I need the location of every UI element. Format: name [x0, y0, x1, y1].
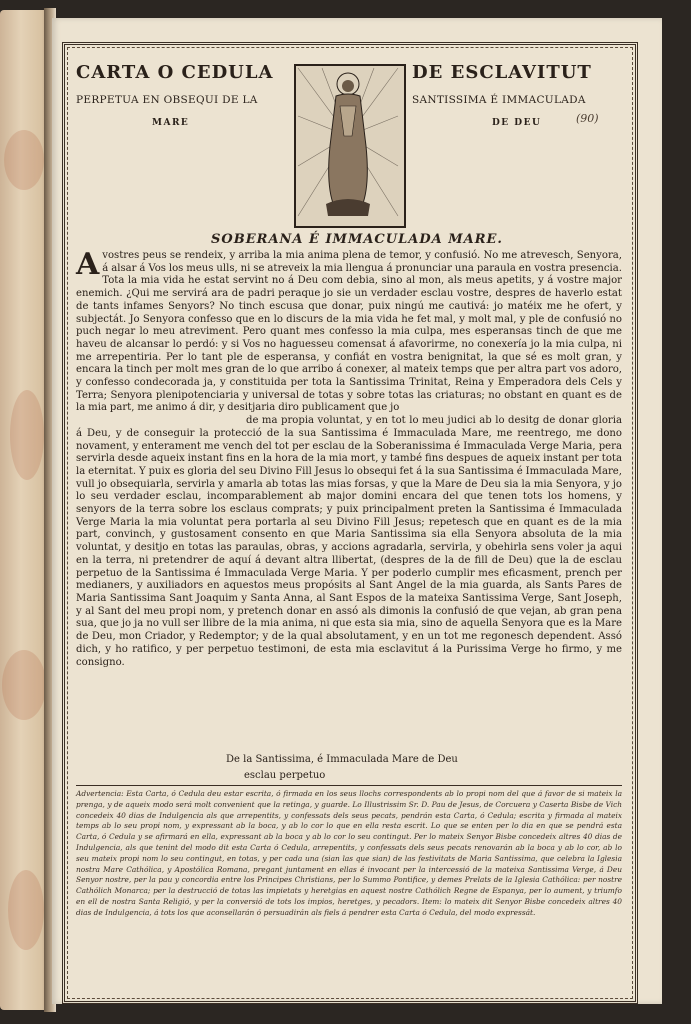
document-page — [52, 18, 662, 1004]
title-right-line3: DE DEU — [492, 118, 542, 128]
note-divider — [76, 785, 622, 786]
drop-cap: A — [76, 247, 100, 282]
title-left-line1: CARTA O CEDULA — [76, 62, 274, 83]
title-left-line3: MARE — [152, 118, 190, 128]
paragraph-2: de ma propia voluntat, y en tot lo meu judici ab lo desitg de donar gloria á Deu, y de conseguir la protecció de la sua Santissima é Immaculada Mare, me reentrego, me dono novament, y enterament me vench del tot per esclau de la Soberanissima é Immaculada Verge Maria, pera servirla desde aqueix instant fins en la hora de la mia mort, y també fins despues de aqueix instant per tota la eternitat. Y puix es gloria del seu Divino Fill Jesus lo obsequi fet á la sua Santissima é Immaculada Mare, vull jo obsequiarla, servirla y amarla ab totas las mias forsas, y que la Mare de Deu sia la mia Senyora, y jo lo seu verdader esclau, incomparablement ab major domini encara del que tenen tots los homens, y senyors de la terra sobre los esclaus comprats; y puix principalment preten la Santissima é Immaculada Verge Maria la mia voluntat pera portarla al seu Divino Fill Jesus; repetesch que en quant es de la mia part, convinch, y gustosament consento en que Maria Santissima sia ella Senyora absoluta de la mia voluntat, y desitjo en totas las paraulas, obras, y accions agradarla, servirla, y obehirla sens voler ja aqui en la terra, ni pretendrer de aquí á devant altra llibertat, (despres de la de fill de Deu) que la de esclau perpetuo de la Santissima é Immaculada Verge Maria. Y per poderlo cumplir mes eficasment, prench per medianers, y auxiliadors en aquestos meus propósits al Sant Angel de la mia guarda, als Sants Pares de Maria Santissima Sant Joaquim y Santa Anna, al Sant Espos de la mateixa Santissima Verge, Sant Joseph, y al Sant del meu propi nom, y pretench donar en assó als dimonis la confusió de que vejan, ab gran pena sua, que jo ja no vull ser llibre de la mia anima, ni que esta sia mia, sino de aquella Senyora que es la Mare de Deu, mon Criador, y Redemptor; y de la qual absolutament, y en un tot me regonesch dependent. Assó dich, y ho ratifico, y per perpetuo testimoni, de esta mia esclavitut á la Purissima Verge ho firmo, y me consigno. — [76, 415, 622, 668]
advertencia-note: Advertencia: Esta Carta, ó Cedula deu estar escrita, ó firmada en los seus llochs correspondents ab lo propi nom del que á favor de si mateix la prenga, y de aqueix modo será molt convenient que la retinga, y guarde. Lo Illustrissim Sr. D. Pau de Jesus, de Corcuera y Caserta Bisbe de Vich concedeix 40 dias de Indulgencia als que arrepentits, y confessats dels seus pecats, pendrán esta Carta, ó Cedula; escrita y firmada al mateix temps ab lo seu propi nom, y expressant ab la boca, y ab lo cor lo que en ella resta escrit. Lo que se enten per lo dia en que se pendrá esta Carta, ó Cedula y se afirmará en ella, expressant ab la boca y ab lo cor lo seu contingut. Per lo mateix Senyor Bisbe concedeix altres 40 dias de Indulgencia, als que tenint del modo dit esta Carta ó Cedula, arrepentits, y confessats dels seus pecats renovarán ab la boca y ab lo cor, ab lo seu mateix propi nom lo seu contingut, en totas, y per cada una (sian las que sian) de las festivitats de Maria Santissima, que celebra la Iglesia nostra Mare Cathólica, y Apostólica Romana, pregant juntament en ellas é invocant per la intercessió de la mateixa Santissima Verge, á Deu Senyor nostre, per la pau y concordia entre los Principes Christians, per lo Summo Pontifice, y demes Prelats de la Iglesia Cathólica: per nostre Cathólich Monarca; per la destrucció de totas las impietats y heretgias en aquest nostre Cathólich Regne de Espanya, per lo aument, y triumfo en ell de nostra Santa Religió, y per la conversió de tots los impios, heretges, y pecadors. Item: lo mateix dit Senyor Bisbe concedeix altres 40 dias de Indulgencia, á tots los que aconsellarán ó persuadirán als fiels á pendrer esta Carta ó Cedula, del modo expressát. — [76, 789, 622, 917]
handwritten-page-number: (90) — [576, 112, 599, 125]
title-left-line2: PERPETUA EN OBSEQUI DE LA — [76, 94, 258, 106]
title-right-line2: SANTISSIMA É IMMACULADA — [412, 94, 586, 106]
virgin-mary-woodcut-icon — [294, 64, 406, 228]
signature-line-2: esclau perpetuo — [244, 770, 326, 781]
section-heading: SOBERANA É IMMACULADA MARE. — [211, 232, 503, 247]
title-right-line1: DE ESCLAVITUT — [412, 62, 592, 83]
paragraph-1: vostres peus se rendeix, y arriba la mia anima plena de temor, y confusió. No me atrevesch, Senyora, á alsar á Vos los meus ulls, ni se atreveix la mia llengua á pronunciar una paraula en vostra presencia. Tota la mia vida he estat servint no á Deu com debia, sino al mon, als meus apetits, y á vostre major enemich. ¿Qui me servirá ara de padri peraque jo sie un verdader esclau vostre, despres de haverlo estat de tants infames Senyors? No tinch escusa que donar, puix ningú me cautivá: jo matéix me he ofert, y subjectát. Jo Senyora confesso que en lo discurs de la mia vida he fet mal, y molt mal, y ple de confusió no puch negar lo meu atreviment. Pero quant mes confesso la mia culpa, mes esperansas tinch de que me haveu de alcansar lo perdó: y si Vos no haguesseu comensat á afavorirme, no conexería jo la mia culpa, ni me arrepentiria. Per lo tant ple de esperansa, y confiát en vostra benignitat, la que sé es molt gran, y encara la tinch per molt mes gran de lo que arribo á conexer, al mateix temps que per altra part vos adoro, y confesso condecorada ja, y constituida per tota la Santissima Trinitat, Reina y Emperadora dels Cels y Terra; Senyora plenipotenciaria y universal de totas y sobre totas las criaturas; no obstant en quant es de la mia part, me animo á dir, y desitjaria diro publicament que jo — [76, 250, 622, 414]
signature-line-1: De la Santissima, é Immaculada Mare de Deu — [226, 754, 458, 765]
body-text — [76, 247, 622, 669]
